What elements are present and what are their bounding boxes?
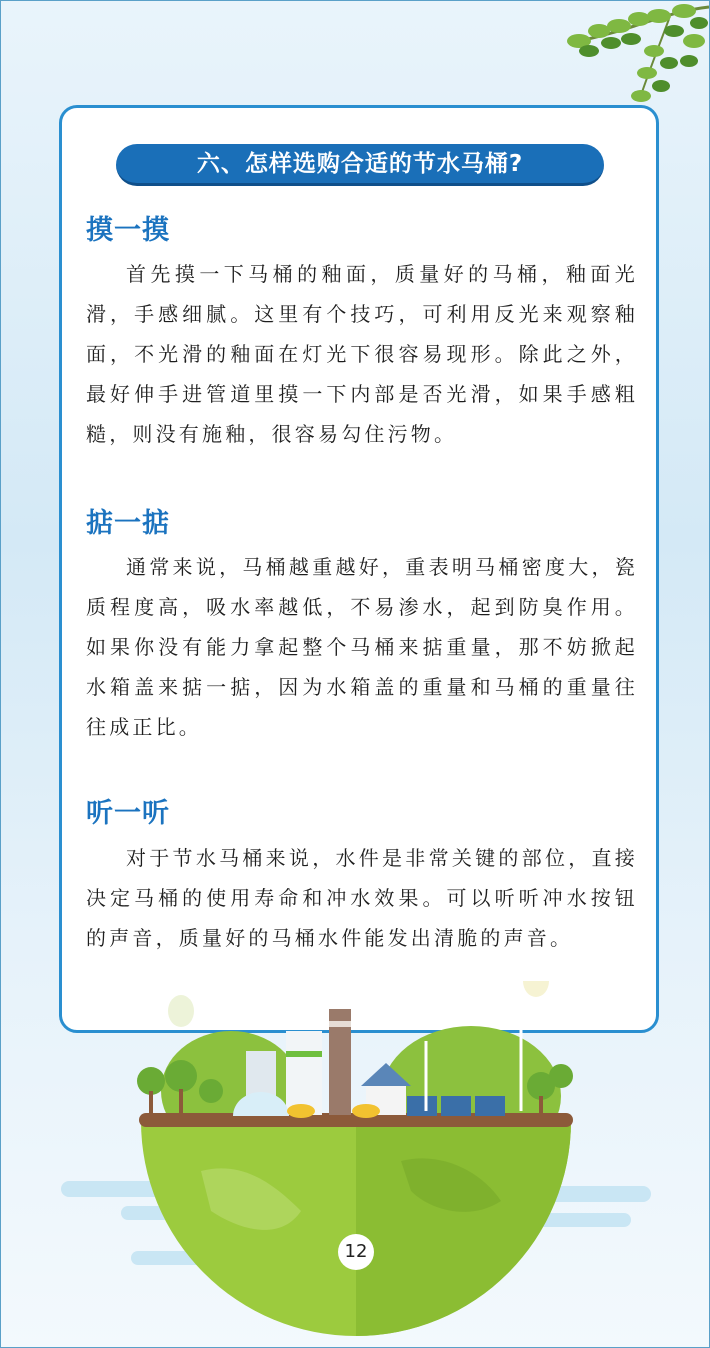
section-heading-touch: 摸一摸 xyxy=(86,215,170,246)
eco-globe-illustration xyxy=(1,981,710,1348)
tree-leaves-decoration xyxy=(519,1,709,111)
section-text-listen: 对于节水马桶来说，水件是非常关键的部位，直接决定马桶的使用寿命和冲水效果。可以听听冲水按钮的声音，质量好的马桶水件能发出清脆的声音。 xyxy=(86,846,638,950)
page-title: 六、怎样选购合适的节水马桶? xyxy=(116,144,604,186)
section-heading-weigh: 掂一掂 xyxy=(86,508,170,539)
content-card xyxy=(59,105,659,1033)
section-heading-listen: 听一听 xyxy=(86,798,170,829)
page-number: 12 xyxy=(338,1234,374,1270)
section-text-weigh: 通常来说，马桶越重越好，重表明马桶密度大，瓷质程度高，吸水率越低，不易渗水，起到防臭作用。如果你没有能力拿起整个马桶来掂重量，那不妨掀起水箱盖来掂一掂，因为水箱盖的重量和马桶的重量往往成正比。 xyxy=(86,555,638,739)
section-text-touch: 首先摸一下马桶的釉面，质量好的马桶，釉面光滑，手感细腻。这里有个技巧，可利用反光来观察釉面，不光滑的釉面在灯光下很容易现形。除此之外，最好伸手进管道里摸一下内部是否光滑，如果手感粗糙，则没有施釉，很容易勾住污物。 xyxy=(86,262,638,446)
